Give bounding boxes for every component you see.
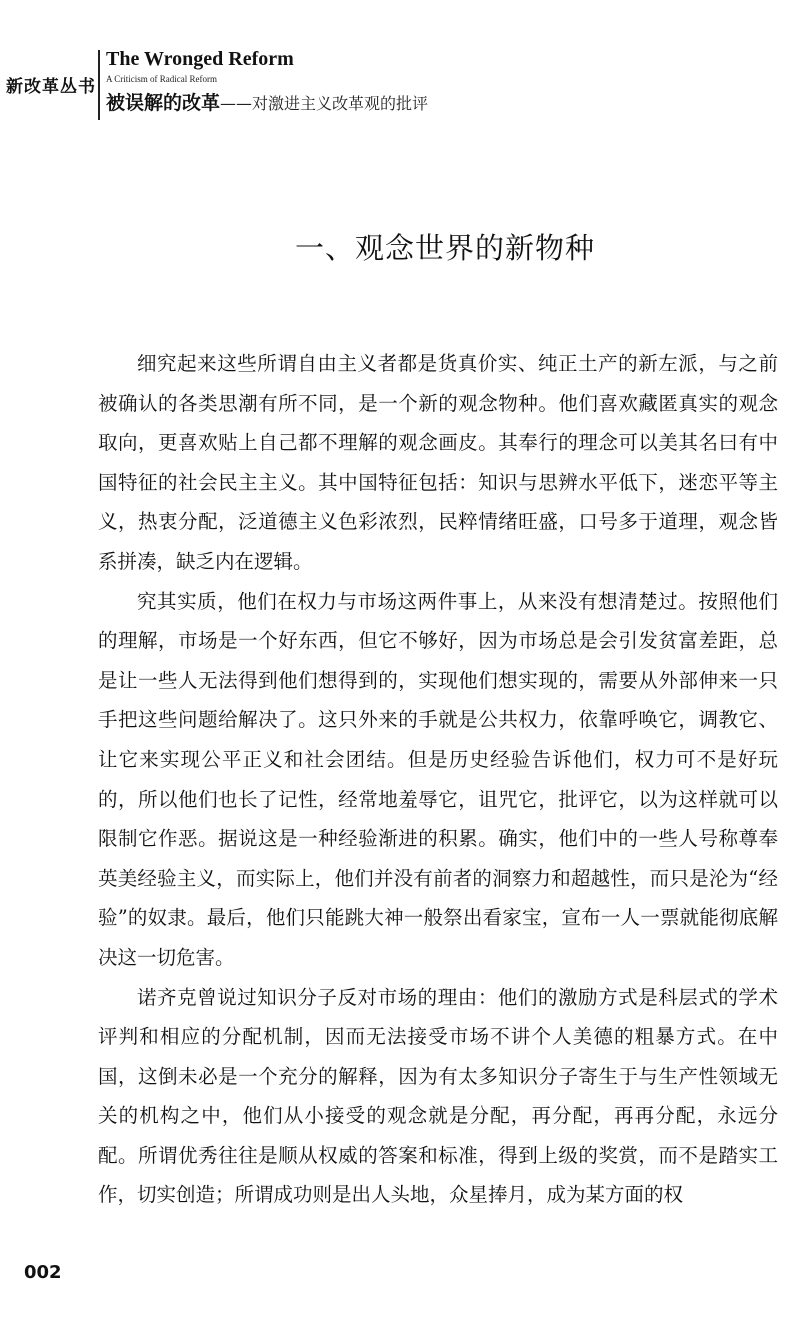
- chinese-title-main: 被误解的改革: [106, 92, 221, 114]
- paragraph: 究其实质，他们在权力与市场这两件事上，从来没有想清楚过。按照他们的理解，市场是一个好东西，但它不够好，因为市场总是会引发贫富差距，总是让一些人无法得到他们想得到的，实现他们想实现的，需要从外部伸来一只手把这些问题给解决了。这只外来的手就是公共权力，依靠呼唤它，调教它、让它来实现公平正义和社会团结。但是历史经验告诉他们，权力可不是好玩的，所以他们也长了记性，经常地羞辱它，诅咒它，批评它，以为这样就可以限制它作恶。据说这是一种经验渐进的积累。确实，他们中的一些人号称尊奉英美经验主义，而实际上，他们并没有前者的洞察力和超越性，而只是沦为“经验”的奴隶。最后，他们只能跳大神一般祭出看家宝，宣布一人一票就能彻底解决这一切危害。: [98, 589, 778, 969]
- english-book-subtitle: A Criticism of Radical Reform: [106, 74, 217, 84]
- paragraph: 细究起来这些所谓自由主义者都是货真价实、纯正土产的新左派，与之前被确认的各类思潮有所不同，是一个新的观念物种。他们喜欢藏匿真实的观念取向，更喜欢贴上自己都不理解的观念画皮。其奉行的理念可以美其名曰有中国特征的社会民主主义。其中国特征包括：知识与思辨水平低下，迷恋平等主义，热衷分配，泛道德主义色彩浓烈，民粹情绪旺盛，口号多于道理，观念皆系拼凑，缺乏内在逻辑。: [98, 352, 778, 573]
- chapter-heading: 一、观念世界的新物种: [294, 231, 595, 265]
- header-divider: [98, 50, 100, 120]
- series-label: 新改革丛书: [6, 77, 96, 97]
- body-text: [98, 344, 778, 1215]
- chinese-title-subtitle: ——对激进主义改革观的批评: [220, 94, 429, 113]
- page-number: 002: [24, 1262, 62, 1283]
- paragraph: 诺齐克曾说过知识分子反对市场的理由：他们的激励方式是科层式的学术评判和相应的分配机制，因而无法接受市场不讲个人美德的粗暴方式。在中国，这倒未必是一个充分的解释，因为有太多知识分子寄生于与生产性领域无关的机构之中，他们从小接受的观念就是分配，再分配，再再分配，永远分配。所谓优秀往往是顺从权威的答案和标准，得到上级的奖赏，而不是踏实工作，切实创造；所谓成功则是出人头地，众星捧月，成为某方面的权: [98, 985, 778, 1207]
- chinese-book-title: [106, 88, 428, 115]
- english-book-title: The Wronged Reform: [106, 48, 294, 70]
